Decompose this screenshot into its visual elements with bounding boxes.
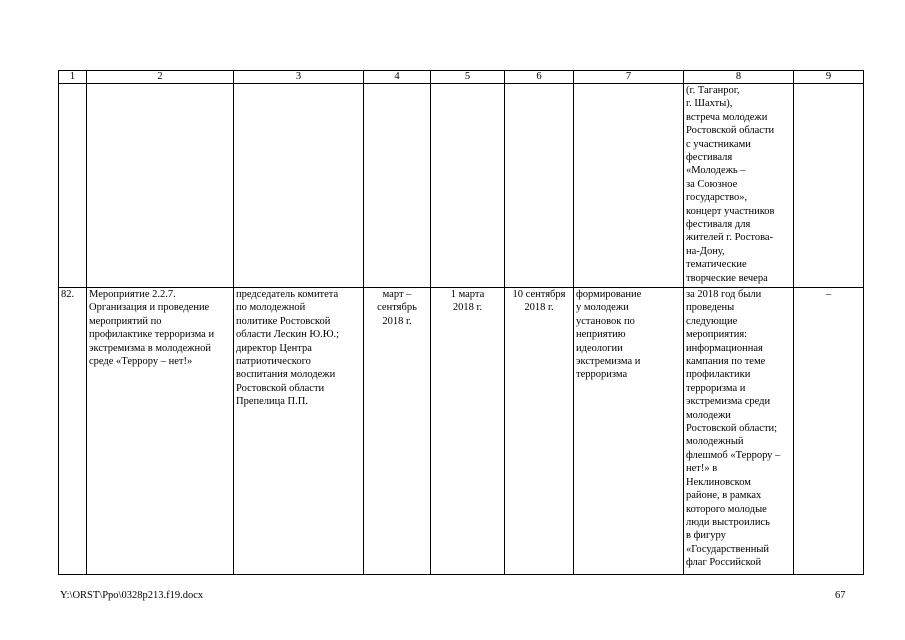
- table-row-continued: [59, 84, 864, 288]
- table-cell: [234, 84, 364, 288]
- note-cell: –: [794, 288, 864, 575]
- table-cell: [87, 84, 234, 288]
- column-number: 4: [364, 71, 431, 84]
- column-number: 1: [59, 71, 87, 84]
- table-cell: [364, 84, 431, 288]
- event-cell: Мероприятие 2.2.7. Организация и проведение мероприятий по профилактике терроризма и экстремизма в молодежной среде «Террору – нет!»: [87, 288, 234, 575]
- responsible-cell: председатель комитета по молодежной политике Ростовской области Лескин Ю.Ю.; директор Центра патриотического воспитания молодежи Ростовской области Препелица П.П.: [234, 288, 364, 575]
- table-row-82: [59, 288, 864, 575]
- table-cell: [59, 84, 87, 288]
- column-number: 9: [794, 71, 864, 84]
- report-table: [58, 70, 864, 575]
- table-cell: [505, 84, 574, 288]
- footer-file-path: Y:\ORST\Ppo\0328p213.f19.docx: [60, 590, 204, 601]
- column-number: 8: [684, 71, 794, 84]
- column-number: 6: [505, 71, 574, 84]
- end-date-cell: 10 сентября 2018 г.: [505, 288, 574, 575]
- column-number: 7: [574, 71, 684, 84]
- result-cell: формирование у молодежи установок по неприятию идеологии экстремизма и терроризма: [574, 288, 684, 575]
- period-cell: март – сентябрь 2018 г.: [364, 288, 431, 575]
- report-cell: за 2018 год были проведены следующие мероприятия: информационная кампания по теме профилактики терроризма и экстремизма среди молодежи Ростовской области; молодежный флешмоб «Террору – нет!» в Неклиновском районе, в рамках которого молодые люди выстроились в фигуру «Государственный флаг Российской: [684, 288, 794, 575]
- start-date-cell: 1 марта 2018 г.: [431, 288, 505, 575]
- column-number: 5: [431, 71, 505, 84]
- table-cell: [794, 84, 864, 288]
- column-number: 3: [234, 71, 364, 84]
- column-number: 2: [87, 71, 234, 84]
- page-number: 67: [835, 590, 846, 601]
- table-cell: [574, 84, 684, 288]
- column-number-row: [59, 71, 864, 84]
- report-cell: (г. Таганрог, г. Шахты), встреча молодежи Ростовской области с участниками фестиваля «Молодежь – за Союзное государство», концерт участников фестиваля для жителей г. Ростова- на-Дону, тематические творческие вечера: [684, 84, 794, 288]
- row-number: 82.: [59, 288, 87, 575]
- table-cell: [431, 84, 505, 288]
